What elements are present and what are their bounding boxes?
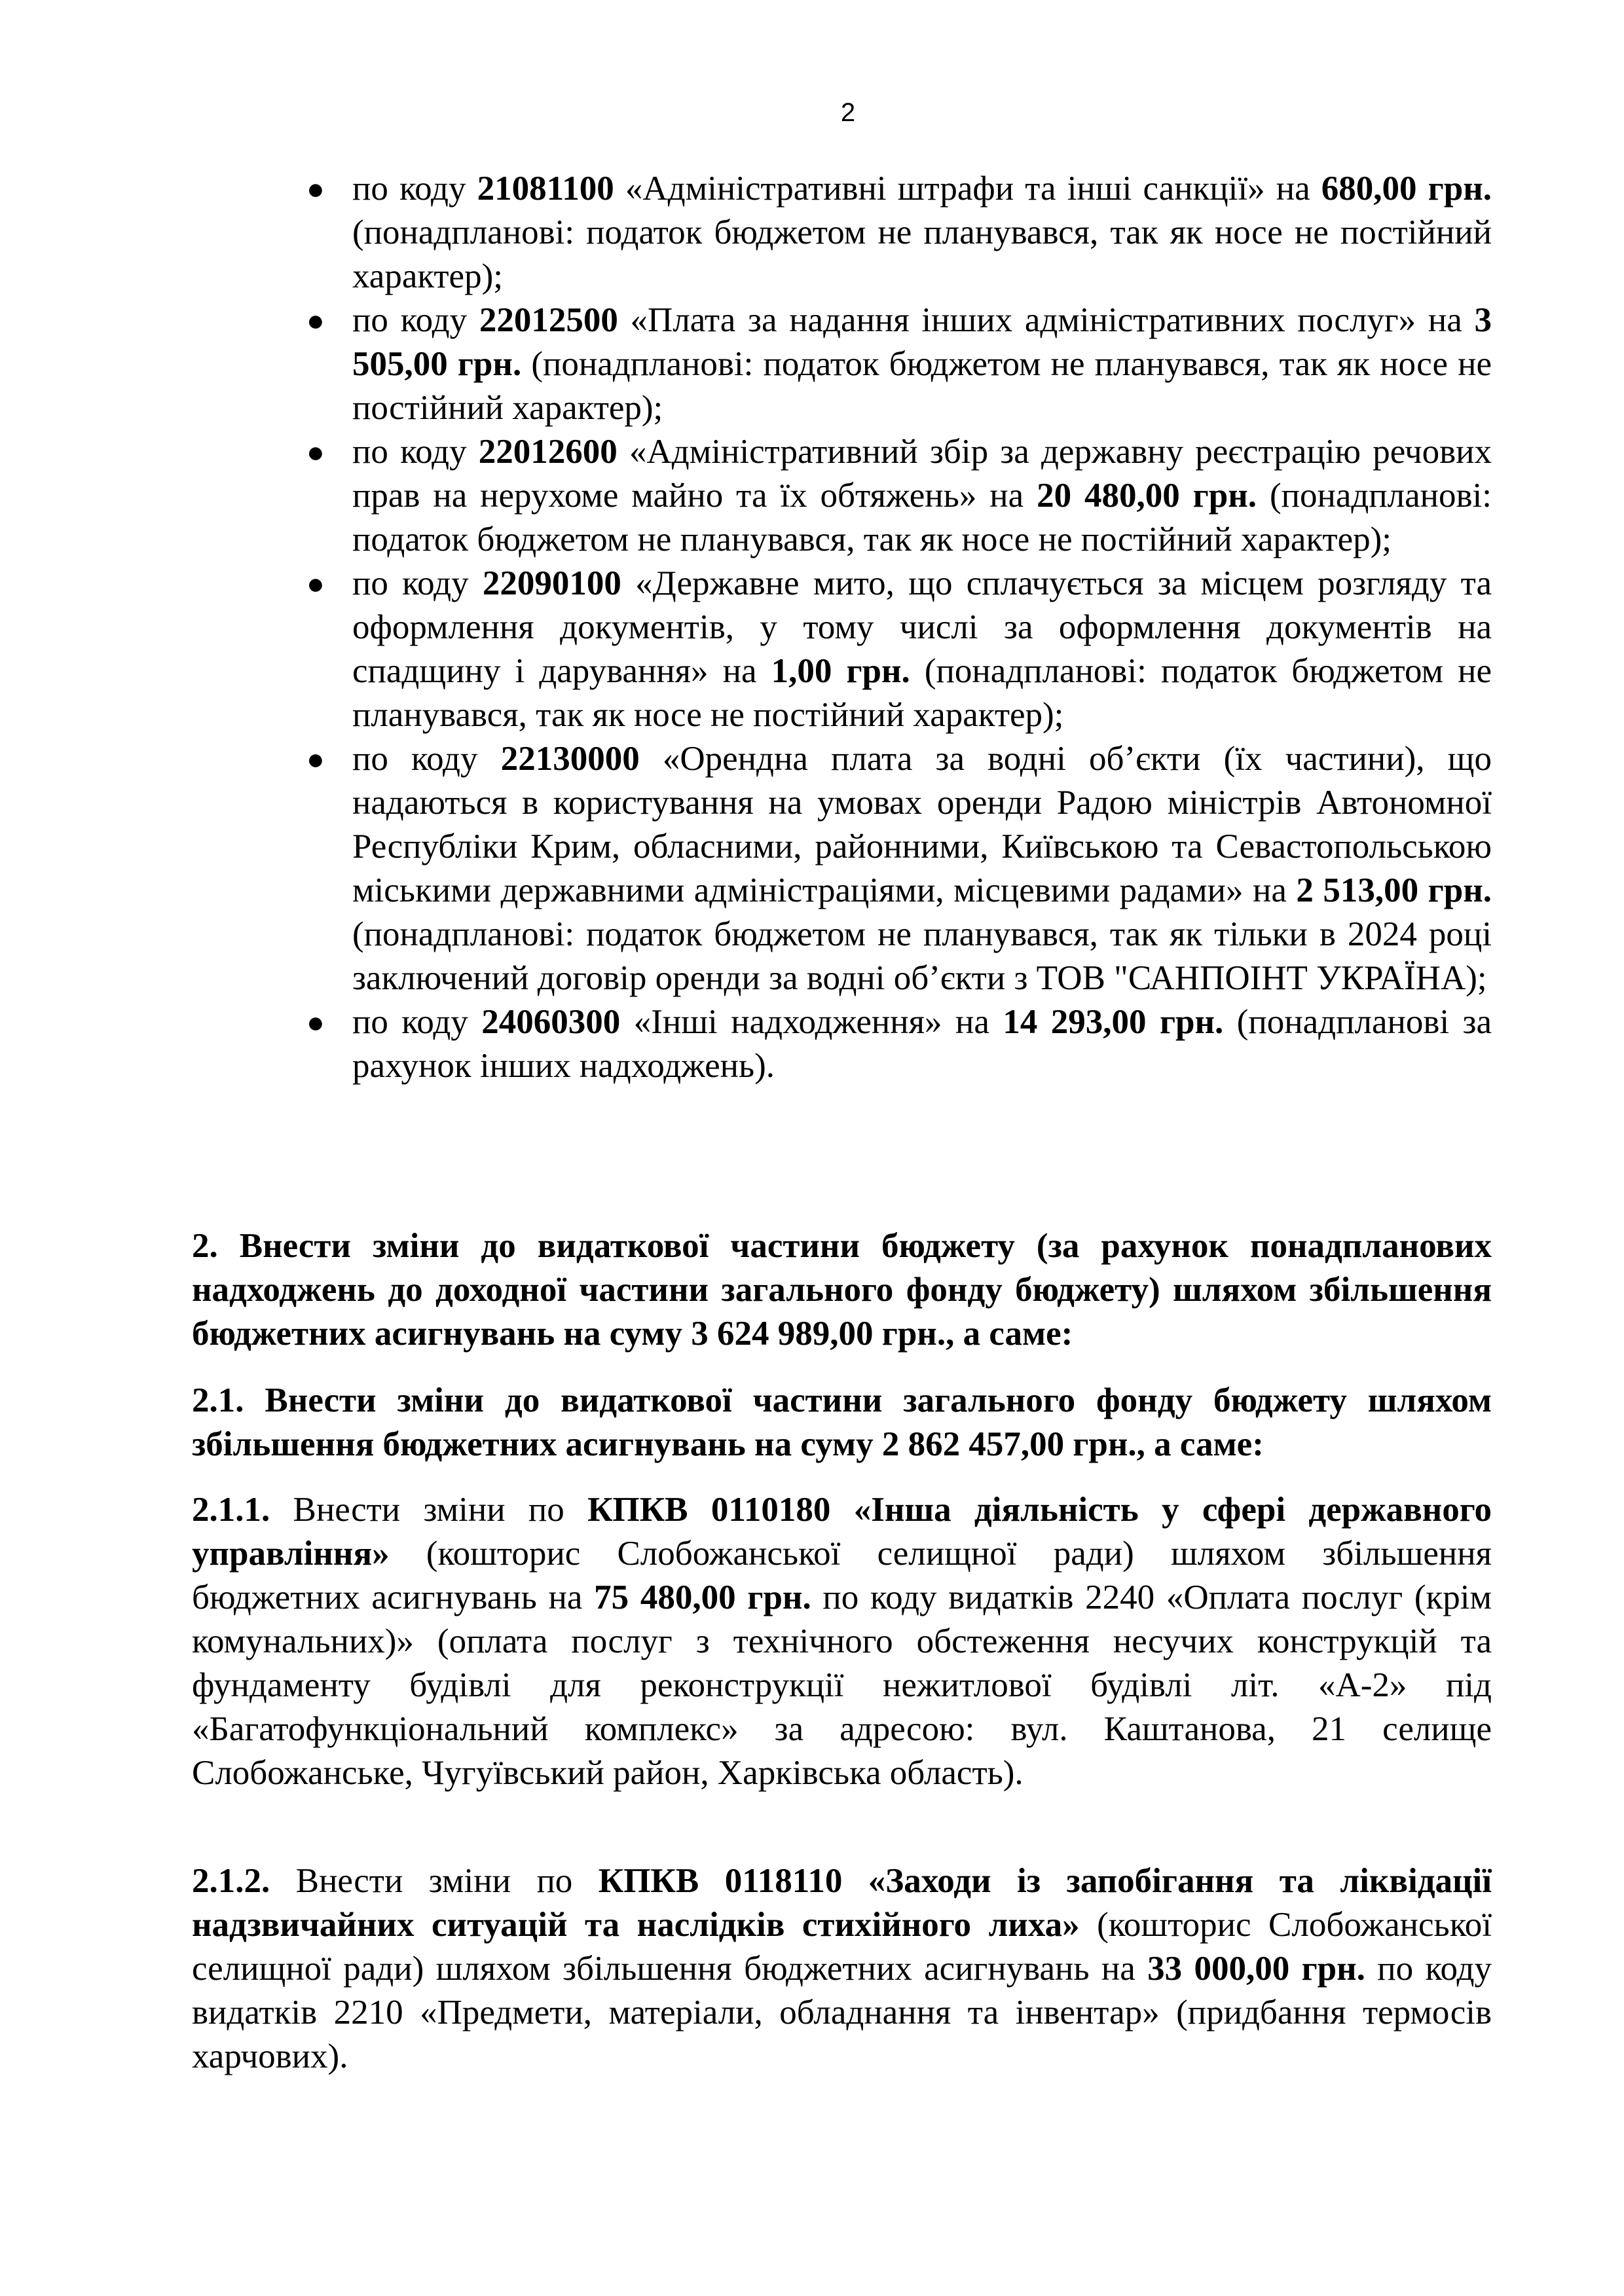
revenue-code: 22090100 [482,564,621,602]
revenue-code: 22012600 [478,433,618,471]
section-2-1-2-paragraph: 2.1.2. Внести зміни по КПКВ 0118110 «Заходи із запобігання та ліквідації надзвичайних ситуацій та наслідків стихійного лиха» (кошторис Слобожанської селищної ради) шляхом збільшення бюджетних асигнувань на 33 000,00 грн. по коду видатків 2210 «Предмети, матеріали, обладнання та інвентар» (придбання термосів харчових). [192,1862,1492,2075]
amount: 20 480,00 грн. [1037,477,1257,515]
kpkv-title: КПКВ 0110180 «Інша діяльність у сфері державного управління» [192,1491,1492,1573]
bullet-icon: ● [306,742,325,776]
page-number: 2 [840,98,856,127]
amount: 2 513,00 грн. [1296,871,1492,909]
revenue-code: 24060300 [481,1003,621,1041]
revenue-code: 21081100 [477,170,614,208]
bullet-icon: ● [306,304,325,337]
amount: 33 000,00 грн. [1147,1950,1365,1988]
list-item: ● по коду 22012500 «Плата за надання інших адміністративних послуг» на 3 505,00 грн. (понадпланові: податок бюджетом не планувався, так як носе не постійний характер); [295,299,1492,430]
bullet-icon: ● [306,172,325,206]
revenue-code-list [295,167,1492,1088]
section-2-1-heading: 2.1. Внести зміни до видаткової частини загального фонду бюджету шляхом збільшення бюджетних асигнувань на суму 2 862 457,00 грн., а саме: [192,1381,1492,1463]
list-item: ● по коду 22130000 «Орендна плата за водні об’єкти (їх частини), що надаються в користування на умовах оренди Радою міністрів Автономної Республіки Крим, обласними, районними, Київською та Севастопольською міськими державними адміністраціями, місцевими радами» на 2 513,00 грн. (понадпланові: податок бюджетом не планувався, так як тільки в 2024 році заключений договір оренди за водні об’єкти з ТОВ "САНПОІНТ УКРАЇНА); [295,737,1492,1000]
amount: 1,00 грн. [771,652,910,690]
list-item: ● по коду 22012600 «Адміністративний збір за державну реєстрацію речових прав на нерухоме майно та їх обтяжень» на 20 480,00 грн. (понадпланові: податок бюджетом не планувався, так як носе не постійний характер); [295,430,1492,562]
list-item: ● по коду 22090100 «Державне мито, що сплачується за місцем розгляду та оформлення документів, у тому числі за оформлення документів на спадщину і дарування» на 1,00 грн. (понадпланові: податок бюджетом не планувався, так як носе не постійний характер); [295,562,1492,737]
section-2-1-1-paragraph: 2.1.1. Внести зміни по КПКВ 0110180 «Інша діяльність у сфері державного управління» (кошторис Слобожанської селищної ради) шляхом збільшення бюджетних асигнувань на 75 480,00 грн. по коду видатків 2240 «Оплата послуг (крім комунальних)» (оплата послуг з технічного обстеження несучих конструкцій та фундаменту будівлі для реконструкції нежитлової будівлі літ. «А-2» під «Багатофункціональний комплекс» за адресою: вул. Каштанова, 21 селище Слобожанське, Чугуївський район, Харківська область). [192,1491,1492,1792]
section-2-heading: 2. Внести зміни до видаткової частини бюджету (за рахунок понадпланових надходжень до доходної частини загального фонду бюджету) шляхом збільшення бюджетних асигнувань на суму 3 624 989,00 грн., а саме: [192,1227,1492,1353]
clause-number: 2.1.1. [192,1491,270,1529]
amount: 3 505,00 грн. [352,301,1492,383]
amount: 75 480,00 грн. [594,1578,811,1616]
bullet-icon: ● [306,435,325,469]
list-item: ● по коду 24060300 «Інші надходження» на 14 293,00 грн. (понадпланові за рахунок інших надходжень). [295,1000,1492,1088]
bullet-icon: ● [306,1006,325,1039]
revenue-code: 22012500 [479,301,618,339]
clause-number: 2.1.2. [192,1862,270,1900]
list-item: ● по коду 21081100 «Адміністративні штрафи та інші санкції» на 680,00 грн. (понадпланові: податок бюджетом не планувався, так як носе не постійний характер); [295,167,1492,299]
bullet-icon: ● [306,567,325,600]
amount: 680,00 грн. [1321,170,1492,208]
revenue-code: 22130000 [500,740,640,778]
kpkv-title: КПКВ 0118110 «Заходи із запобігання та ліквідації надзвичайних ситуацій та наслідків стихійного лиха» [192,1862,1492,1944]
amount: 14 293,00 грн. [1003,1003,1224,1041]
